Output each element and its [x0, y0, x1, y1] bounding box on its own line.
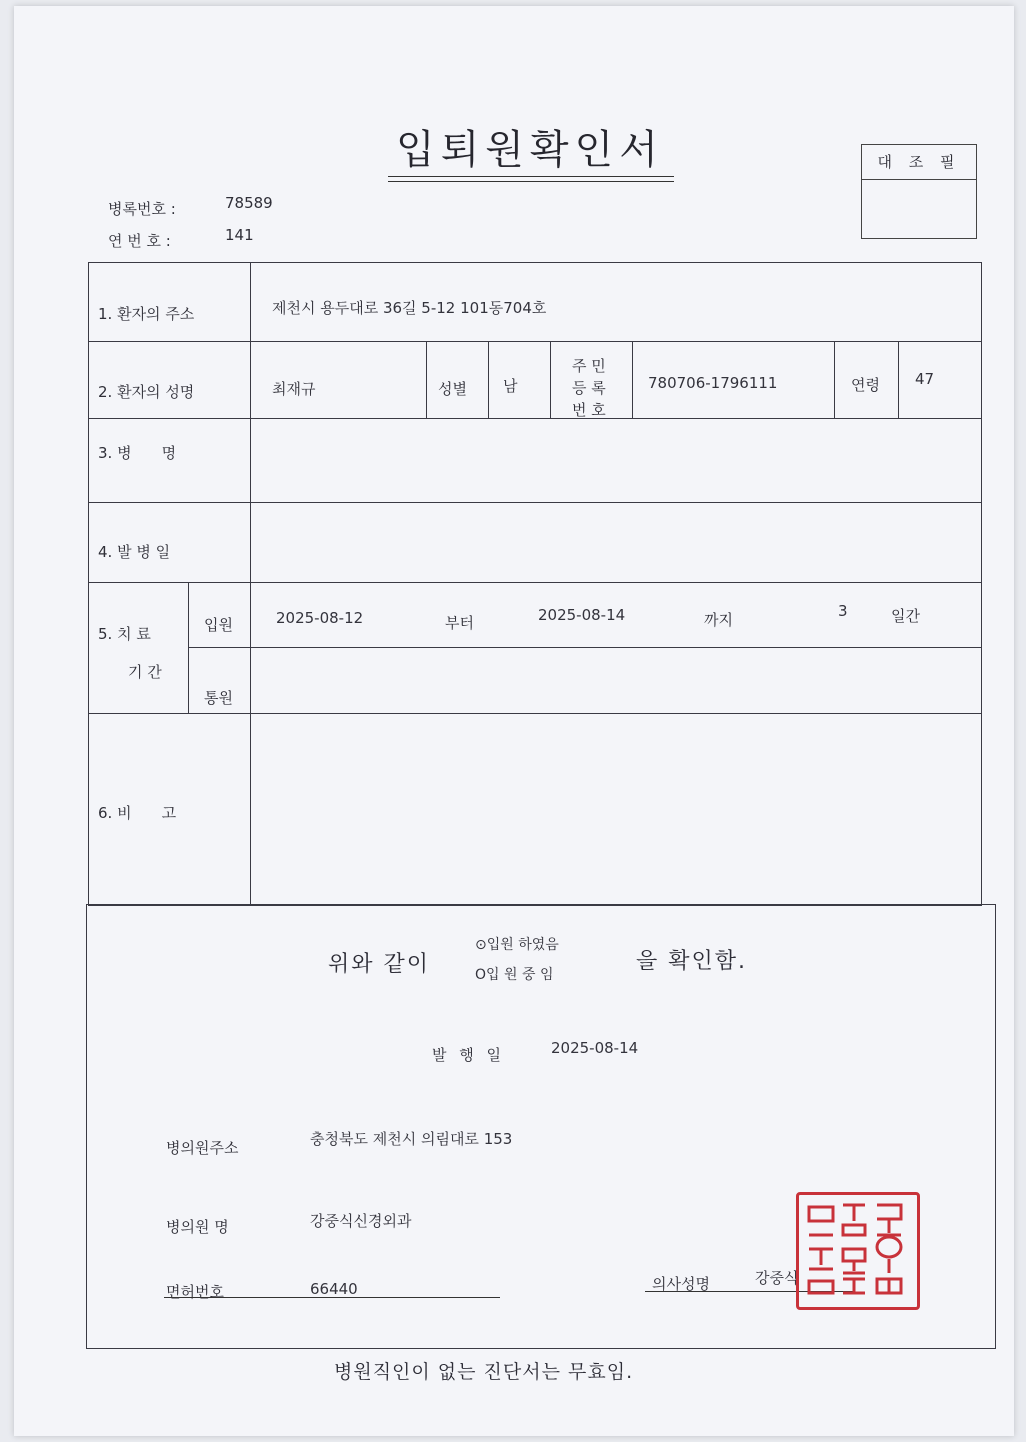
license-number: 66440 — [310, 1280, 358, 1298]
column-divider — [898, 341, 899, 418]
remarks-label: 6. 비 고 — [98, 804, 177, 822]
rrn-label-2: 등 록 — [572, 379, 606, 397]
days-label: 일간 — [891, 607, 920, 625]
period-label-2: 기 간 — [128, 663, 162, 681]
period-label-1: 5. 치 료 — [98, 625, 151, 643]
row-divider — [88, 418, 982, 419]
inpatient-to: 2025-08-14 — [538, 606, 626, 624]
record-no-label: 병록번호 : — [108, 200, 176, 218]
rrn-label-3: 번 호 — [572, 401, 606, 419]
hospital-name: 강중식신경외과 — [310, 1212, 412, 1230]
doctor-name: 강중식 — [755, 1269, 799, 1287]
column-divider — [426, 341, 427, 418]
inpatient-from: 2025-08-12 — [276, 609, 364, 627]
row-divider — [188, 647, 982, 648]
footer-notice: 병원직인이 없는 진단서는 무효임. — [334, 1361, 634, 1383]
inpatient-days: 3 — [838, 602, 848, 620]
column-divider — [250, 262, 251, 904]
patient-age: 47 — [915, 370, 935, 388]
issue-date-label: 발 행 일 — [432, 1046, 506, 1064]
name-label: 2. 환자의 성명 — [98, 383, 195, 401]
row-divider — [88, 582, 982, 583]
column-divider — [632, 341, 633, 418]
option-inpatient: O입 원 중 임 — [475, 967, 554, 983]
hospital-name-label: 병의원 명 — [166, 1218, 229, 1236]
diagnosis-label: 3. 병 명 — [98, 444, 177, 462]
hospital-address: 충청북도 제천시 의림대로 153 — [310, 1130, 513, 1148]
column-divider — [550, 341, 551, 418]
inpatient-label: 입원 — [204, 616, 233, 634]
patient-rrn: 780706-1796111 — [648, 374, 778, 392]
confirm-suffix: 을 확인함. — [636, 949, 747, 974]
license-label: 면허번호 — [166, 1283, 224, 1301]
document-title: 입퇴원확인서 — [396, 127, 664, 173]
patient-name: 최재규 — [272, 380, 316, 398]
to-label: 까지 — [704, 611, 733, 629]
confirm-prefix: 위와 같이 — [328, 952, 431, 977]
patient-info-table — [88, 262, 982, 906]
serial-no: 141 — [225, 226, 254, 244]
doctor-label: 의사성명 — [652, 1275, 710, 1293]
row-divider — [88, 341, 982, 342]
record-no: 78589 — [225, 194, 273, 212]
from-label: 부터 — [445, 614, 474, 632]
address-label: 1. 환자의 주소 — [98, 305, 195, 323]
column-divider — [188, 582, 189, 713]
column-divider — [488, 341, 489, 418]
hospital-seal-graphic — [799, 1195, 911, 1301]
rrn-label-1: 주 민 — [572, 357, 606, 375]
license-underline — [164, 1297, 500, 1298]
outpatient-label: 통원 — [204, 689, 233, 707]
serial-no-label: 연 번 호 : — [108, 232, 171, 250]
hospital-seal — [796, 1192, 920, 1310]
patient-address: 제천시 용두대로 36길 5-12 101동704호 — [272, 299, 547, 317]
verification-stamp-box — [861, 144, 977, 239]
verification-stamp-label: 대 조 필 — [862, 145, 976, 180]
option-admitted: ⊙입원 하였음 — [475, 937, 559, 953]
row-divider — [88, 713, 982, 714]
patient-sex: 남 — [503, 377, 518, 395]
title-underline-2 — [388, 181, 674, 182]
hospital-address-label: 병의원주소 — [166, 1139, 239, 1157]
column-divider — [834, 341, 835, 418]
title-underline — [388, 176, 674, 177]
row-divider — [88, 502, 982, 503]
onset-label: 4. 발 병 일 — [98, 543, 171, 561]
issue-date: 2025-08-14 — [551, 1039, 639, 1057]
age-label: 연령 — [851, 376, 880, 394]
sex-label: 성별 — [438, 380, 467, 398]
